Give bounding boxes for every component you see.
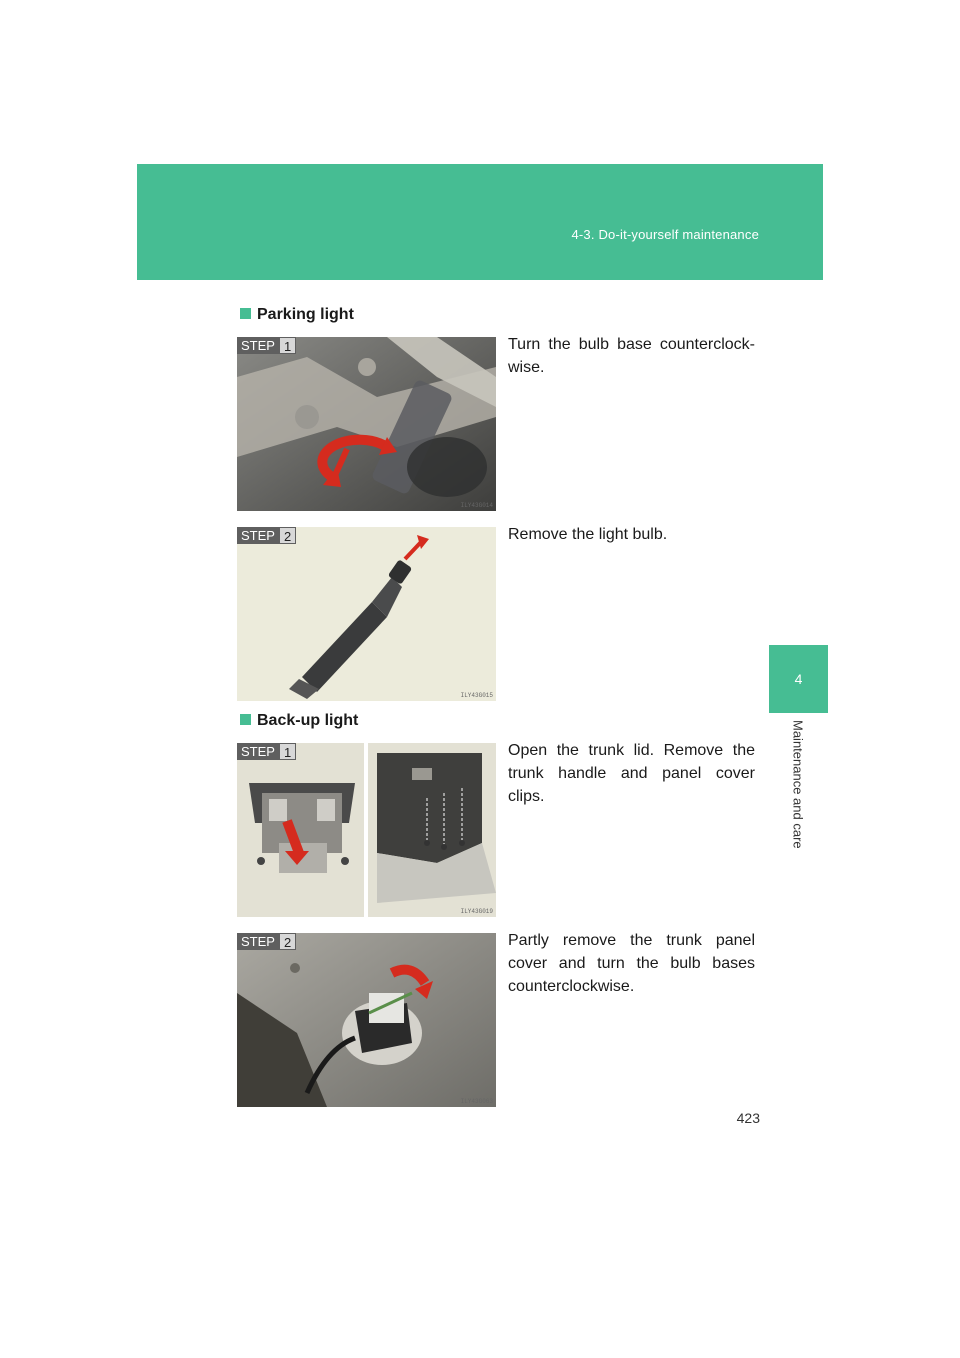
image-code: ILY43G015 xyxy=(460,692,493,699)
instruction-text: Open the trunk lid. Remove the trunk handle and panel cover clips. xyxy=(508,742,755,805)
step-word: STEP xyxy=(237,743,279,760)
instruction-text: Remove the light bulb. xyxy=(508,526,668,543)
step-word: STEP xyxy=(237,337,279,354)
image-code: ILY43G063 xyxy=(460,1098,493,1105)
step-label xyxy=(237,743,296,760)
instruction-text: Partly remove the trunk panel cover and turn the bulb bases counterclockwise. xyxy=(508,932,755,995)
step-word: STEP xyxy=(237,933,279,950)
instruction-text: Turn the bulb base counterclock-wise. xyxy=(508,336,755,376)
chapter-tab xyxy=(769,645,828,713)
step-image-parking-1 xyxy=(237,337,496,511)
section-heading-text: Parking light xyxy=(257,306,354,323)
step-word: STEP xyxy=(237,527,279,544)
step-number: 1 xyxy=(279,337,296,354)
bulb-removal-illustration xyxy=(237,527,496,701)
engine-bay-illustration xyxy=(237,337,496,511)
section-heading-text: Back-up light xyxy=(257,712,359,729)
chapter-tab-label xyxy=(787,720,809,870)
step-number: 2 xyxy=(279,527,296,544)
header-band xyxy=(137,164,823,280)
step-image-backup-2 xyxy=(237,933,496,1107)
chapter-number: 4 xyxy=(794,671,803,687)
step-number: 1 xyxy=(279,743,296,760)
step-image-backup-1 xyxy=(237,743,496,917)
step-number: 2 xyxy=(279,933,296,950)
heading-square-icon xyxy=(240,714,251,725)
heading-square-icon xyxy=(240,308,251,319)
image-code: ILY43G014 xyxy=(460,502,493,509)
step-image-parking-2 xyxy=(237,527,496,701)
step-label xyxy=(237,337,296,354)
section-heading-back-up-light xyxy=(240,712,358,730)
trunk-panel-illustration xyxy=(237,933,496,1107)
section-heading-parking-light xyxy=(240,306,354,324)
step-label xyxy=(237,933,296,950)
step-label xyxy=(237,527,296,544)
page-number: 423 xyxy=(736,1110,760,1126)
chapter-tab-text: Maintenance and care xyxy=(790,720,806,849)
image-code: ILY43G019 xyxy=(460,908,493,915)
chapter-title: 4-3. Do-it-yourself maintenance xyxy=(571,227,759,242)
trunk-handle-illustration xyxy=(237,743,496,917)
